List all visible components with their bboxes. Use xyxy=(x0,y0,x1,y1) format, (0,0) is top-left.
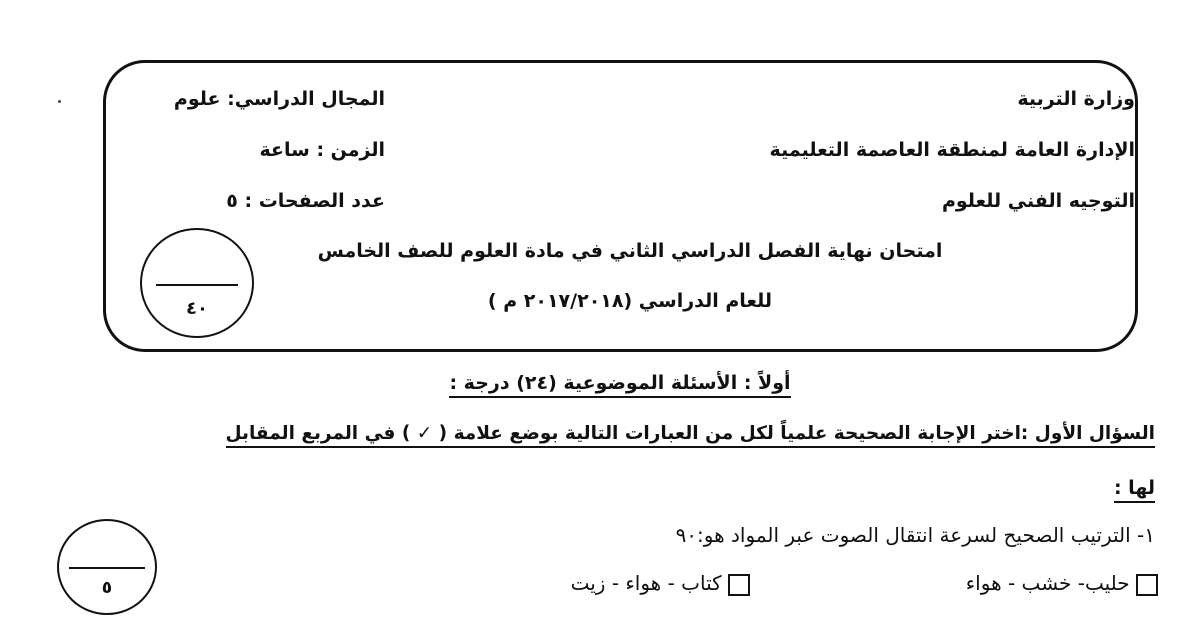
score-divider xyxy=(156,284,238,286)
option-1[interactable] xyxy=(966,571,1158,596)
question-score-circle xyxy=(57,519,157,615)
scan-speck xyxy=(58,100,61,103)
subject-field: المجال الدراسي: علوم xyxy=(173,88,385,110)
question-item-1: ١- الترتيب الصحيح لسرعة انتقال الصوت عبر المواد هو:٩٠ xyxy=(675,523,1155,547)
section-title-text: أولاً : الأسئلة الموضوعية (٢٤) درجة : xyxy=(449,372,790,398)
score-divider xyxy=(69,567,145,569)
pages-field: عدد الصفحات : ٥ xyxy=(226,190,385,212)
time-field: الزمن : ساعة xyxy=(259,139,385,161)
option-2-checkbox[interactable] xyxy=(728,574,750,596)
option-1-checkbox[interactable] xyxy=(1136,574,1158,596)
ministry-name: وزارة التربية xyxy=(1017,88,1135,110)
total-score-circle xyxy=(140,228,254,338)
option-2[interactable] xyxy=(571,571,750,596)
option-2-label: كتاب - هواء - زيت xyxy=(570,571,722,595)
section-title xyxy=(400,372,840,394)
option-1-label: حليب- خشب - هواء xyxy=(965,571,1130,595)
directorate-name: الإدارة العامة لمنطقة العاصمة التعليمية xyxy=(769,139,1135,161)
question1-instruction-text: السؤال الأول :اختر الإجابة الصحيحة علمياً لكل من العبارات التالية بوضع علامة ( ✓ ) في المربع المقابل xyxy=(226,423,1156,448)
question-score: ٥ xyxy=(101,578,113,598)
total-score: ٤٠ xyxy=(186,298,208,319)
question1-instruction-cont xyxy=(1114,477,1155,499)
supervision-name: التوجيه الفني للعلوم xyxy=(941,190,1135,212)
exam-title: امتحان نهاية الفصل الدراسي الثاني في مادة العلوم للصف الخامس xyxy=(317,240,943,262)
academic-year: للعام الدراسي (٢٠١٧/٢٠١٨ م ) xyxy=(487,290,773,312)
question1-instruction xyxy=(226,423,1156,444)
question1-instruction-cont-text: لها : xyxy=(1114,477,1155,503)
